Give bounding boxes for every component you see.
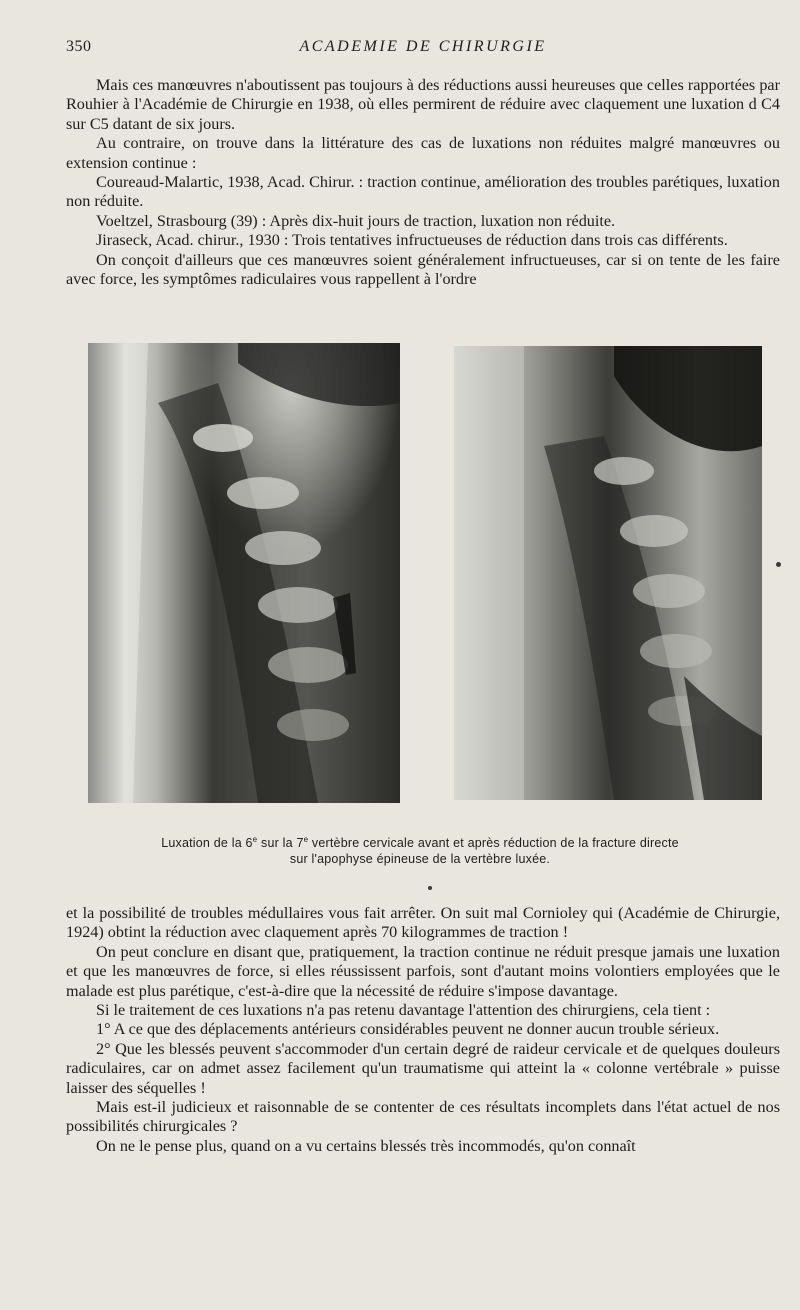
print-speck xyxy=(428,886,432,890)
page-number: 350 xyxy=(66,38,92,55)
figure-caption xyxy=(100,832,740,867)
paragraph: Mais est-il judicieux et raisonnable de se contenter de ces résultats incomplets dans l'état actuel de nos possibilités chirurgicales ? xyxy=(66,1098,780,1136)
paragraph: 1° A ce que des déplacements antérieurs considérables peuvent ne donner aucun trouble sérieux. xyxy=(96,1020,720,1039)
running-title: ACADEMIE DE CHIRURGIE xyxy=(299,38,547,55)
paragraph: Au contraire, on trouve dans la littérature des cas de luxations non réduites malgré manœuvres ou extension continue : xyxy=(66,134,780,172)
caption-line-2: sur l'apophyse épineuse de la vertèbre luxée. xyxy=(289,852,551,867)
print-speck xyxy=(776,562,781,567)
caption-text: Luxation de la 6 xyxy=(161,836,253,851)
paragraph: 2° Que les blessés peuvent s'accommoder d'un certain degré de raideur cervicale et de quelques douleurs radiculaires, car on admet assez facilement qu'un traumatisme qui atteint la « colonne vertébrale » puisse laisser des séquelles ! xyxy=(66,1039,780,1097)
paragraph: On conçoit d'ailleurs que ces manœuvres soient généralement infructueuses, car si on tente de les faire avec force, les symptômes radiculaires vous rappellent à l'ordre xyxy=(66,250,780,289)
top-text-block xyxy=(66,76,780,289)
caption-line-1 xyxy=(100,832,740,851)
paragraph: Coureaud-Malartic, 1938, Acad. Chirur. : traction continue, amélioration des troubles parétiques, luxation non réduite. xyxy=(66,173,780,211)
xray-before-reduction xyxy=(88,343,400,803)
paragraph: et la possibilité de troubles médullaires vous fait arrêter. On suit mal Cornioley qui (Académie de Chirurgie, 1924) obtint la réduction avec claquement après 70 kilogrammes de traction ! xyxy=(66,904,780,942)
caption-text: vertèbre cervicale avant et après réduction de la fracture directe xyxy=(308,836,679,851)
caption-superscript: e xyxy=(252,835,258,844)
paragraph: On peut conclure en disant que, pratiquement, la traction continue ne réduit presque jamais une luxation et que les manœuvres de force, si elles réussissent parfois, sont d'autant moins volontiers employées que le malade est plus parétique, c'est-à-dire que la nécessité de réduire s'impose davantage. xyxy=(66,942,780,1000)
paragraph: Si le traitement de ces luxations n'a pas retenu davantage l'attention des chirurgiens, cela tient : xyxy=(96,1001,711,1020)
paragraph: Jiraseck, Acad. chirur., 1930 : Trois tentatives infructueuses de réduction dans trois cas différents. xyxy=(96,231,728,250)
paragraph: Mais ces manœuvres n'aboutissent pas toujours à des réductions aussi heureuses que celles rapportées par Rouhier à l'Académie de Chirurgie en 1938, où elles permirent de réduire avec claquement une luxation d C4 sur C5 datant de six jours. xyxy=(66,76,780,133)
paragraph: Voeltzel, Strasbourg (39) : Après dix-huit jours de traction, luxation non réduite. xyxy=(96,211,616,230)
paragraph: On ne le pense plus, quand on a vu certains blessés très incommodés, qu'on connaît xyxy=(96,1136,636,1155)
xray-after-reduction xyxy=(454,346,762,800)
page-header xyxy=(66,38,780,60)
caption-superscript: e xyxy=(303,835,309,844)
xray-figure xyxy=(86,343,762,805)
bottom-text-block xyxy=(66,904,780,1156)
caption-text: sur la 7 xyxy=(257,836,304,851)
